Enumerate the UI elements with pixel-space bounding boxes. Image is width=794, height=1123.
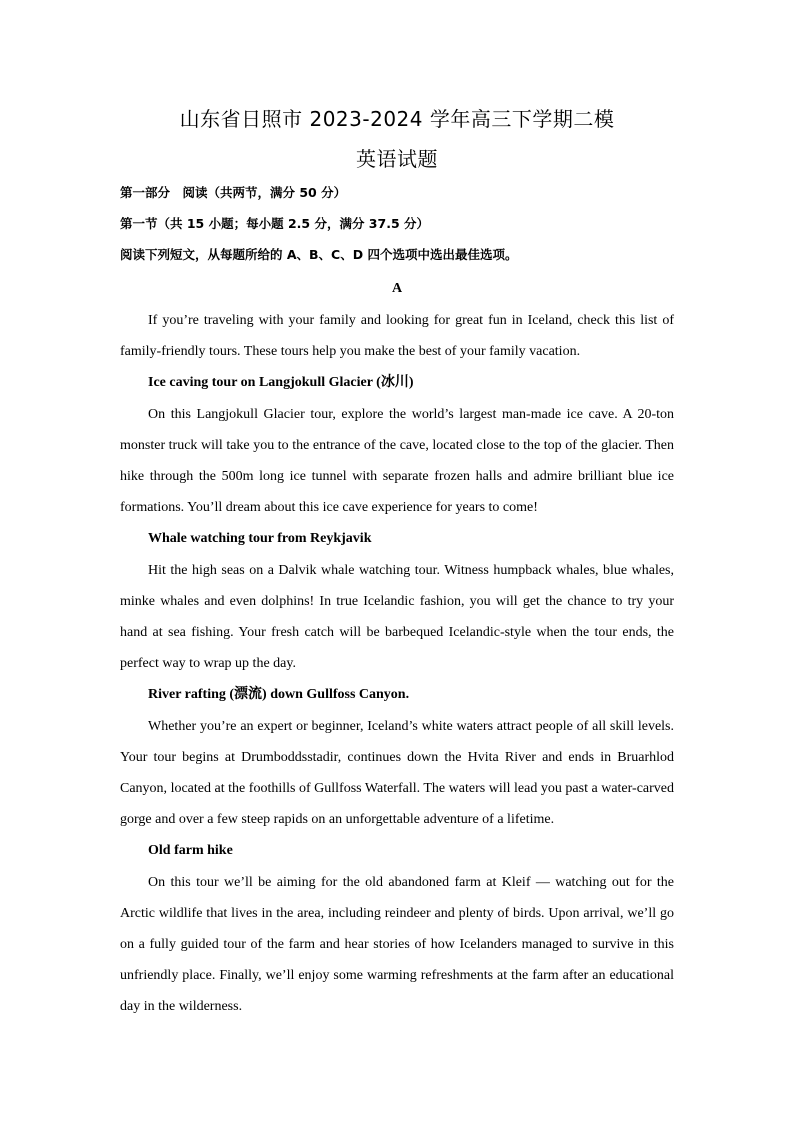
tour-heading: Old farm hike: [148, 843, 233, 859]
directions: 阅读下列短文，从每题所给的 A、B、C、D 四个选项中选出最佳选项。: [120, 247, 518, 262]
passage-intro: If you’re traveling with your family and looking for great fun in Iceland, check this list of family-friendly tours. These tours help you make the best of your family vacation.: [120, 313, 674, 360]
page-title: 山东省日照市 2023-2024 学年高三下学期二模: [179, 107, 615, 131]
tour-description: On this tour we’ll be aiming for the old abandoned farm at Kleif — watching out for the Arctic wildlife that lives in the area, including reindeer and plenty of birds. Upon arrival, we’ll go on a fully guided tour of the farm and hear stories of how Icelanders managed to survive in this unfriendly place. Finally, we’ll enjoy some warming refreshments at the farm after an educational day in the wilderness.: [120, 874, 674, 1015]
passage-letter: A: [391, 281, 403, 296]
tour-heading: Whale watching tour from Reykjavik: [148, 531, 372, 547]
tour-description: On this Langjokull Glacier tour, explore the world’s largest man-made ice cave. A 20-ton monster truck will take you to the entrance of the cave, located close to the top of the glacier. Then hike through the 500m long ice tunnel with separate frozen halls and admire brilliant blue ice formations. You’ll dream about this ice cave experience for years to come!: [120, 406, 674, 516]
tour-heading: River rafting (漂流) down Gullfoss Canyon.: [148, 687, 410, 703]
tour-description: Hit the high seas on a Dalvik whale watching tour. Witness humpback whales, blue whales, minke whales and even dolphins! In true Icelandic fashion, you will get the chance to try your hand at sea fishing. Your fresh catch will be barbequed Icelandic-style when the tour ends, the perfect way to wrap up the day.: [120, 562, 674, 672]
page-subtitle: 英语试题: [356, 147, 438, 171]
passage-body: [120, 305, 674, 1023]
tour-heading: Ice caving tour on Langjokull Glacier (冰川): [148, 375, 414, 391]
section-heading: 第一节（共 15 小题；每小题 2.5 分，满分 37.5 分）: [120, 216, 429, 231]
tour-description: Whether you’re an expert or beginner, Iceland’s white waters attract people of all skill levels. Your tour begins at Drumboddsstadir, continues down the Hvita River and ends in Bruarhlod Canyon, located at the foothills of Gullfoss Waterfall. The waters will lead you past a water-carved gorge and over a few steep rapids on an unforgettable adventure of a lifetime.: [120, 718, 674, 828]
part-heading: 第一部分 阅读（共两节，满分 50 分）: [120, 185, 347, 200]
